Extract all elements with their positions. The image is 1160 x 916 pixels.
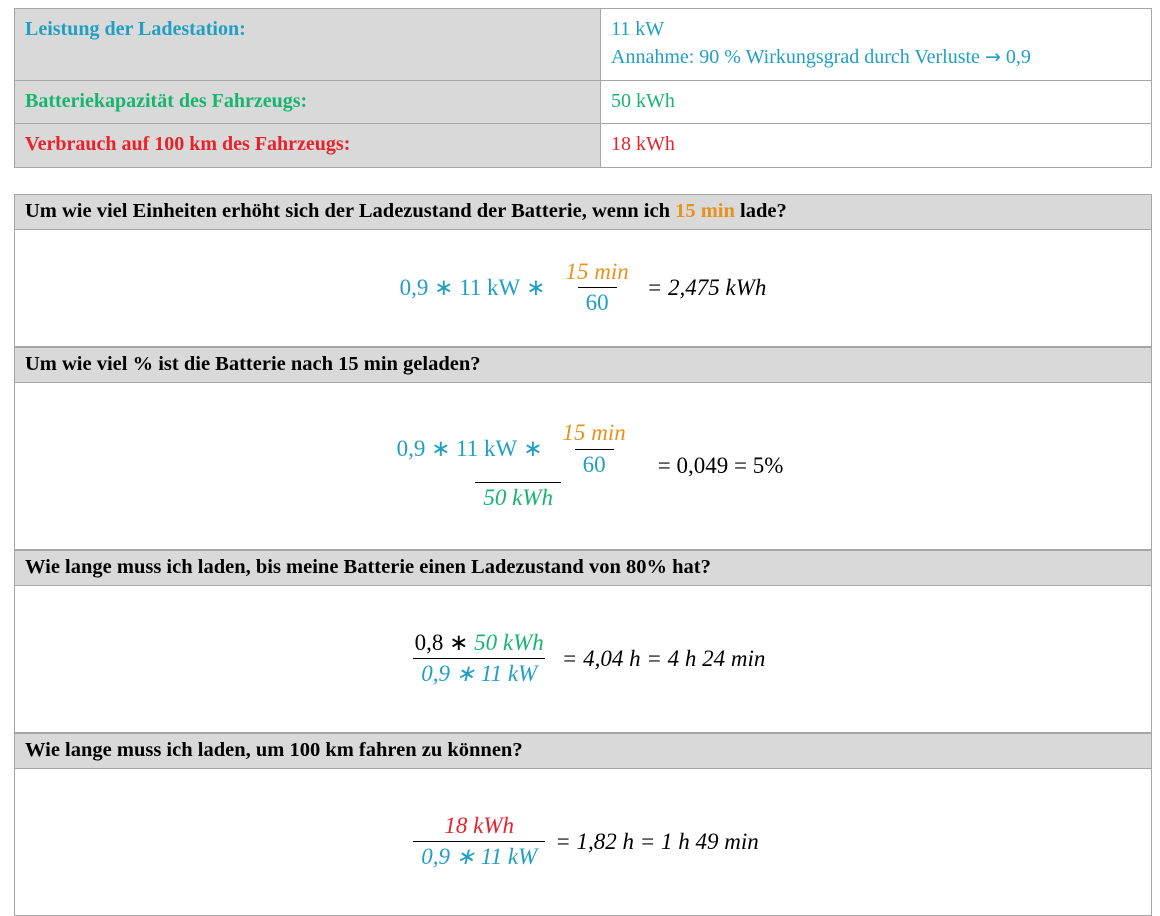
formula-1-left: 0,9 ∗ 11 kW [399,274,521,300]
parameters-table [14,8,1152,168]
param-label-power: Leistung der Ladestation: [15,9,601,81]
table-row [15,80,1152,123]
question-2-text: Um wie viel % ist die Batterie nach 15 min geladen? [25,352,481,375]
assumption-text: Annahme: 90 % Wirkungsgrad durch Verluste [611,46,985,69]
param-value-power-line2 [611,43,1141,71]
answer-4 [14,768,1152,916]
formula-2-left: 0,9 ∗ 11 kW [396,436,518,462]
question-3-text: Wie lange muss ich laden, bis meine Batterie einen Ladezustand von 80% hat? [25,555,711,578]
param-value-power-line1: 11 kW [611,18,665,40]
formula-3-denominator: 0,9 ∗ 11 kW [413,658,545,687]
formula-1-denominator: 60 [578,287,617,316]
param-value-capacity: 50 kWh [601,80,1152,123]
formula-2-inner-denominator: 60 [575,449,614,478]
formula-1-numerator: 15 min [565,259,629,285]
formula-4-numerator: 18 kWh [444,813,515,839]
formula-2-result: = 0,049 = 5% [657,452,784,478]
formula-3-numerator-pre: 0,8 ∗ [414,630,475,656]
question-1-text-post: lade? [734,199,787,222]
question-2 [14,347,1152,382]
formula-1-result: = 2,475 kWh [646,274,767,300]
formula-3-numerator-value: 50 kWh [474,630,544,656]
assumption-value: 0,9 [1000,46,1031,69]
formula-4-denominator: 0,9 ∗ 11 kW [413,841,545,870]
question-1 [14,194,1152,229]
question-1-text-pre: Um wie viel Einheiten erhöht sich der Ladezustand der Batterie, wenn ich [25,199,676,222]
param-label-capacity: Batteriekapazität des Fahrzeugs: [15,80,601,123]
formula-3-fraction [407,630,552,687]
formula-2-operator: ∗ [523,436,543,462]
formula-2-outer-fraction [389,420,648,511]
question-4-text: Wie lange muss ich laden, um 100 km fahren zu können? [25,738,523,761]
question-3 [14,550,1152,585]
formula-2 [383,420,784,511]
param-label-consumption: Verbrauch auf 100 km des Fahrzeugs: [15,124,601,167]
formula-2-inner [397,420,640,479]
answer-1 [14,229,1152,347]
param-value-power [601,9,1152,81]
formula-4 [407,813,758,870]
arrow-right-icon: → [984,46,1001,69]
formula-2-inner-fraction [555,420,634,479]
answer-2 [14,382,1152,550]
formula-3-numerator [407,630,552,657]
formula-4-result: = 1,82 h = 1 h 49 min [555,828,759,854]
formula-2-outer-numerator [389,420,648,482]
formula-1 [400,259,767,316]
table-row [15,9,1152,81]
formula-3 [401,630,766,687]
table-row [15,124,1152,167]
formula-4-fraction [413,813,545,870]
formula-3-result: = 4,04 h = 4 h 24 min [561,645,766,671]
formula-2-outer-denominator: 50 kWh [475,482,561,511]
formula-2-inner-numerator: 15 min [562,419,626,445]
formula-1-operator: ∗ [526,274,546,300]
answer-3 [14,585,1152,733]
question-4 [14,733,1152,768]
question-1-highlight: 15 min [675,199,735,222]
formula-1-fraction [558,259,637,316]
param-value-consumption: 18 kWh [601,124,1152,167]
questions-section [14,194,1152,916]
